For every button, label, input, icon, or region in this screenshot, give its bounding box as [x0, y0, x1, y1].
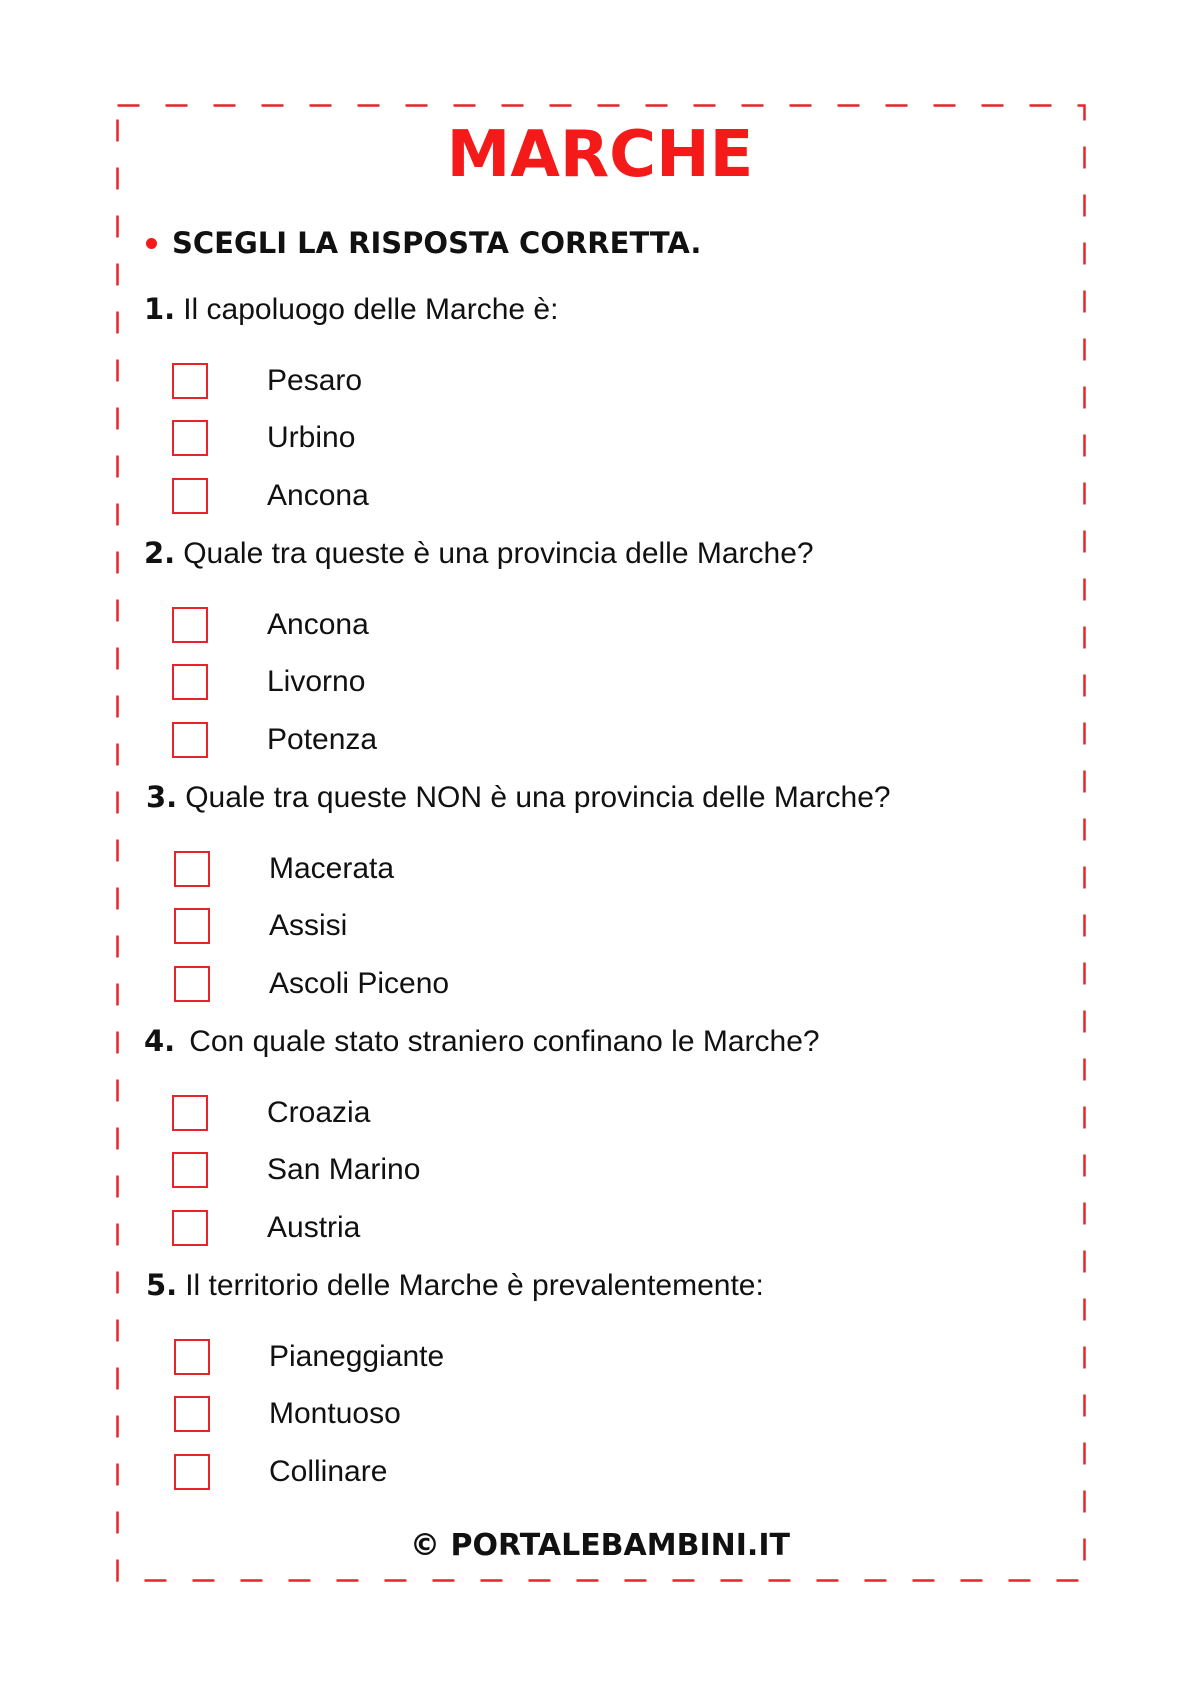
option-item[interactable]: [144, 711, 814, 769]
question-3: [146, 780, 891, 1013]
question-text: [144, 292, 558, 332]
option-label: Austria: [267, 1210, 361, 1244]
option-item[interactable]: [146, 1386, 764, 1444]
answer-checkbox[interactable]: [174, 908, 210, 944]
option-item[interactable]: [144, 654, 814, 712]
answer-checkbox[interactable]: [172, 1210, 208, 1246]
option-label: Ancona: [267, 607, 369, 641]
question-4: [144, 1024, 820, 1257]
bullet-dot-icon: [146, 238, 157, 249]
question-number: 5.: [146, 1268, 178, 1302]
option-label: Urbino: [267, 421, 356, 455]
question-5: [146, 1268, 764, 1501]
option-item[interactable]: [144, 410, 558, 468]
option-item[interactable]: [146, 1328, 764, 1386]
option-label: Montuoso: [269, 1397, 401, 1431]
answer-checkbox[interactable]: [174, 1454, 210, 1490]
option-label: Pianeggiante: [269, 1339, 445, 1373]
option-item[interactable]: [144, 596, 814, 654]
options-list: [144, 1084, 820, 1257]
option-item[interactable]: [146, 898, 891, 956]
option-item[interactable]: [146, 1443, 764, 1501]
question-label: Quale tra queste è una provincia delle Marche?: [183, 537, 814, 570]
question-2: [144, 536, 814, 769]
question-number: 2.: [144, 536, 176, 570]
question-label: Quale tra queste NON è una provincia delle Marche?: [185, 781, 891, 814]
question-label: Con quale stato straniero confinano le Marche?: [189, 1025, 820, 1058]
option-item[interactable]: [146, 955, 891, 1013]
option-label: Assisi: [269, 909, 348, 943]
answer-checkbox[interactable]: [174, 851, 210, 887]
question-1: [144, 292, 558, 525]
question-text: [146, 1268, 764, 1308]
options-list: [146, 1328, 764, 1501]
answer-checkbox[interactable]: [172, 722, 208, 758]
option-item[interactable]: [144, 1084, 820, 1142]
question-number: 4.: [144, 1024, 176, 1058]
option-label: San Marino: [267, 1153, 421, 1187]
question-text: [144, 536, 814, 576]
answer-checkbox[interactable]: [172, 363, 208, 399]
answer-checkbox[interactable]: [172, 1152, 208, 1188]
answer-checkbox[interactable]: [174, 966, 210, 1002]
answer-checkbox[interactable]: [172, 420, 208, 456]
option-label: Pesaro: [267, 363, 363, 397]
options-list: [144, 596, 814, 769]
question-label: Il territorio delle Marche è prevalentemente:: [185, 1269, 764, 1302]
options-list: [146, 840, 891, 1013]
option-item[interactable]: [144, 1199, 820, 1257]
instruction: [146, 226, 701, 260]
option-item[interactable]: [146, 840, 891, 898]
answer-checkbox[interactable]: [172, 664, 208, 700]
option-item[interactable]: [144, 352, 558, 410]
option-label: Ascoli Piceno: [269, 966, 450, 1000]
option-label: Macerata: [269, 851, 395, 885]
options-list: [144, 352, 558, 525]
question-number: 3.: [146, 780, 178, 814]
question-text: [146, 780, 891, 820]
option-label: Livorno: [267, 665, 366, 699]
answer-checkbox[interactable]: [172, 478, 208, 514]
copyright-footer: © PORTALEBAMBINI.IT: [410, 1528, 790, 1563]
question-number: 1.: [144, 292, 176, 326]
option-label: Croazia: [267, 1095, 371, 1129]
option-label: Ancona: [267, 478, 369, 512]
option-label: Potenza: [267, 722, 378, 756]
answer-checkbox[interactable]: [172, 1095, 208, 1131]
answer-checkbox[interactable]: [174, 1396, 210, 1432]
answer-checkbox[interactable]: [172, 607, 208, 643]
page-title: MARCHE: [446, 118, 754, 192]
instruction-text: SCEGLI LA RISPOSTA CORRETTA.: [172, 226, 702, 260]
question-text: [144, 1024, 820, 1064]
question-label: Il capoluogo delle Marche è:: [183, 293, 559, 326]
option-item[interactable]: [144, 467, 558, 525]
answer-checkbox[interactable]: [174, 1339, 210, 1375]
option-label: Collinare: [269, 1454, 388, 1488]
option-item[interactable]: [144, 1142, 820, 1200]
